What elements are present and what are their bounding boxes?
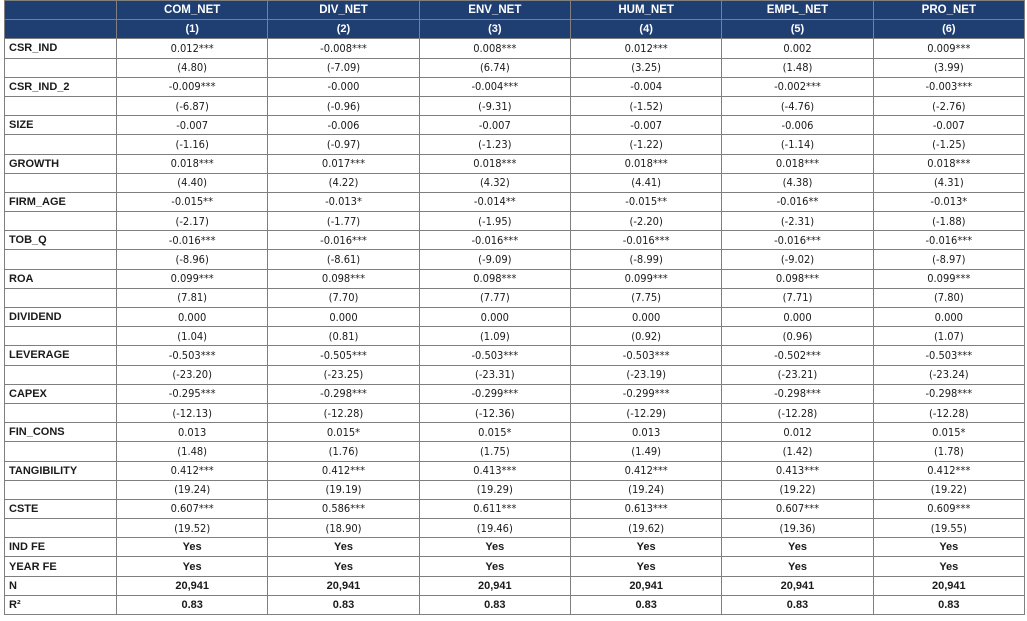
t-stat-cell: (-12.36) bbox=[419, 403, 570, 422]
coefficient-cell: -0.016*** bbox=[722, 231, 873, 250]
coefficient-cell: 0.609*** bbox=[873, 499, 1024, 518]
column-header: PRO_NET bbox=[873, 1, 1024, 20]
coefficient-cell: 0.012 bbox=[722, 423, 873, 442]
table-row bbox=[5, 269, 1025, 288]
t-stat-cell: (19.46) bbox=[419, 519, 570, 538]
t-stat-cell: (-8.61) bbox=[268, 250, 419, 269]
table-row bbox=[5, 135, 1025, 154]
table-row bbox=[5, 442, 1025, 461]
t-stat-cell: (-2.20) bbox=[570, 212, 721, 231]
t-stat-cell: (-2.31) bbox=[722, 212, 873, 231]
table-row bbox=[5, 519, 1025, 538]
column-number: (6) bbox=[873, 20, 1024, 39]
column-number: (5) bbox=[722, 20, 873, 39]
t-stat-cell: (4.80) bbox=[117, 58, 268, 77]
coefficient-cell: 0.000 bbox=[873, 308, 1024, 327]
summary-cell: 20,941 bbox=[419, 576, 570, 595]
summary-cell: 0.83 bbox=[722, 595, 873, 614]
table-row bbox=[5, 346, 1025, 365]
empty-label-cell bbox=[5, 96, 117, 115]
table-row bbox=[5, 96, 1025, 115]
corner-cell bbox=[5, 20, 117, 39]
table-row bbox=[5, 595, 1025, 614]
t-stat-cell: (1.75) bbox=[419, 442, 570, 461]
t-stat-cell: (19.24) bbox=[117, 480, 268, 499]
t-stat-cell: (-1.22) bbox=[570, 135, 721, 154]
coefficient-cell: 0.012*** bbox=[117, 39, 268, 58]
coefficient-cell: -0.299*** bbox=[570, 384, 721, 403]
coefficient-cell: 0.008*** bbox=[419, 39, 570, 58]
variable-name: DIVIDEND bbox=[5, 308, 117, 327]
coefficient-cell: -0.009*** bbox=[117, 77, 268, 96]
coefficient-cell: 0.013 bbox=[117, 423, 268, 442]
variable-name: LEVERAGE bbox=[5, 346, 117, 365]
coefficient-cell: 0.412*** bbox=[268, 461, 419, 480]
coefficient-cell: 0.018*** bbox=[419, 154, 570, 173]
table-row bbox=[5, 154, 1025, 173]
t-stat-cell: (-9.09) bbox=[419, 250, 570, 269]
coefficient-cell: 0.412*** bbox=[873, 461, 1024, 480]
t-stat-cell: (-8.99) bbox=[570, 250, 721, 269]
coefficient-cell: -0.007 bbox=[117, 116, 268, 135]
t-stat-cell: (-23.31) bbox=[419, 365, 570, 384]
coefficient-cell: 0.098*** bbox=[419, 269, 570, 288]
coefficient-cell: 0.607*** bbox=[117, 499, 268, 518]
t-stat-cell: (1.48) bbox=[117, 442, 268, 461]
t-stat-cell: (-7.09) bbox=[268, 58, 419, 77]
header-row-names bbox=[5, 1, 1025, 20]
summary-cell: 20,941 bbox=[268, 576, 419, 595]
t-stat-cell: (-1.77) bbox=[268, 212, 419, 231]
table-row bbox=[5, 173, 1025, 192]
coefficient-cell: -0.000 bbox=[268, 77, 419, 96]
t-stat-cell: (-1.16) bbox=[117, 135, 268, 154]
table-row bbox=[5, 39, 1025, 58]
empty-label-cell bbox=[5, 403, 117, 422]
t-stat-cell: (6.74) bbox=[419, 58, 570, 77]
coefficient-cell: 0.002 bbox=[722, 39, 873, 58]
table-row bbox=[5, 116, 1025, 135]
coefficient-cell: 0.018*** bbox=[722, 154, 873, 173]
column-header: COM_NET bbox=[117, 1, 268, 20]
t-stat-cell: (1.78) bbox=[873, 442, 1024, 461]
t-stat-cell: (1.07) bbox=[873, 327, 1024, 346]
variable-name: YEAR FE bbox=[5, 557, 117, 576]
t-stat-cell: (4.40) bbox=[117, 173, 268, 192]
summary-cell: 0.83 bbox=[117, 595, 268, 614]
coefficient-cell: -0.298*** bbox=[268, 384, 419, 403]
t-stat-cell: (-23.20) bbox=[117, 365, 268, 384]
t-stat-cell: (19.36) bbox=[722, 519, 873, 538]
coefficient-cell: -0.003*** bbox=[873, 77, 1024, 96]
coefficient-cell: -0.013* bbox=[268, 192, 419, 211]
variable-name: CSTE bbox=[5, 499, 117, 518]
coefficient-cell: 0.018*** bbox=[570, 154, 721, 173]
coefficient-cell: 0.015* bbox=[873, 423, 1024, 442]
t-stat-cell: (19.52) bbox=[117, 519, 268, 538]
t-stat-cell: (19.22) bbox=[722, 480, 873, 499]
summary-cell: 20,941 bbox=[722, 576, 873, 595]
summary-cell: 20,941 bbox=[117, 576, 268, 595]
t-stat-cell: (-4.76) bbox=[722, 96, 873, 115]
t-stat-cell: (7.70) bbox=[268, 288, 419, 307]
coefficient-cell: 0.009*** bbox=[873, 39, 1024, 58]
coefficient-cell: 0.018*** bbox=[117, 154, 268, 173]
summary-cell: Yes bbox=[873, 557, 1024, 576]
t-stat-cell: (-1.88) bbox=[873, 212, 1024, 231]
coefficient-cell: 0.000 bbox=[722, 308, 873, 327]
coefficient-cell: -0.016*** bbox=[268, 231, 419, 250]
coefficient-cell: 0.607*** bbox=[722, 499, 873, 518]
table-row bbox=[5, 308, 1025, 327]
t-stat-cell: (0.92) bbox=[570, 327, 721, 346]
summary-cell: Yes bbox=[268, 557, 419, 576]
table-row bbox=[5, 250, 1025, 269]
t-stat-cell: (7.75) bbox=[570, 288, 721, 307]
coefficient-cell: 0.018*** bbox=[873, 154, 1024, 173]
t-stat-cell: (-0.96) bbox=[268, 96, 419, 115]
t-stat-cell: (3.99) bbox=[873, 58, 1024, 77]
coefficient-cell: 0.613*** bbox=[570, 499, 721, 518]
column-header: ENV_NET bbox=[419, 1, 570, 20]
t-stat-cell: (-0.97) bbox=[268, 135, 419, 154]
table-row bbox=[5, 576, 1025, 595]
variable-name: TANGIBILITY bbox=[5, 461, 117, 480]
summary-cell: Yes bbox=[570, 538, 721, 557]
coefficient-cell: 0.000 bbox=[419, 308, 570, 327]
t-stat-cell: (-12.13) bbox=[117, 403, 268, 422]
coefficient-cell: 0.611*** bbox=[419, 499, 570, 518]
variable-name: R² bbox=[5, 595, 117, 614]
table-row bbox=[5, 212, 1025, 231]
coefficient-cell: 0.413*** bbox=[722, 461, 873, 480]
t-stat-cell: (19.62) bbox=[570, 519, 721, 538]
t-stat-cell: (-12.29) bbox=[570, 403, 721, 422]
table-row bbox=[5, 480, 1025, 499]
t-stat-cell: (-1.95) bbox=[419, 212, 570, 231]
column-number: (4) bbox=[570, 20, 721, 39]
t-stat-cell: (1.04) bbox=[117, 327, 268, 346]
table-row bbox=[5, 384, 1025, 403]
table-header bbox=[5, 1, 1025, 39]
coefficient-cell: -0.016*** bbox=[570, 231, 721, 250]
t-stat-cell: (4.38) bbox=[722, 173, 873, 192]
coefficient-cell: -0.007 bbox=[570, 116, 721, 135]
column-number: (3) bbox=[419, 20, 570, 39]
t-stat-cell: (-23.21) bbox=[722, 365, 873, 384]
t-stat-cell: (7.81) bbox=[117, 288, 268, 307]
table-row bbox=[5, 231, 1025, 250]
variable-name: FIRM_AGE bbox=[5, 192, 117, 211]
t-stat-cell: (4.22) bbox=[268, 173, 419, 192]
table-row bbox=[5, 423, 1025, 442]
table-body bbox=[5, 39, 1025, 615]
table-row bbox=[5, 557, 1025, 576]
t-stat-cell: (7.71) bbox=[722, 288, 873, 307]
coefficient-cell: -0.016*** bbox=[117, 231, 268, 250]
empty-label-cell bbox=[5, 480, 117, 499]
variable-name: TOB_Q bbox=[5, 231, 117, 250]
t-stat-cell: (4.31) bbox=[873, 173, 1024, 192]
empty-label-cell bbox=[5, 212, 117, 231]
coefficient-cell: -0.015** bbox=[117, 192, 268, 211]
t-stat-cell: (1.49) bbox=[570, 442, 721, 461]
t-stat-cell: (19.55) bbox=[873, 519, 1024, 538]
summary-cell: 20,941 bbox=[873, 576, 1024, 595]
t-stat-cell: (1.09) bbox=[419, 327, 570, 346]
t-stat-cell: (19.24) bbox=[570, 480, 721, 499]
coefficient-cell: 0.412*** bbox=[117, 461, 268, 480]
variable-name: CSR_IND bbox=[5, 39, 117, 58]
table-row bbox=[5, 288, 1025, 307]
coefficient-cell: -0.002*** bbox=[722, 77, 873, 96]
empty-label-cell bbox=[5, 58, 117, 77]
summary-cell: 0.83 bbox=[570, 595, 721, 614]
summary-cell: 20,941 bbox=[570, 576, 721, 595]
table-row bbox=[5, 327, 1025, 346]
coefficient-cell: -0.503*** bbox=[873, 346, 1024, 365]
t-stat-cell: (-1.23) bbox=[419, 135, 570, 154]
t-stat-cell: (3.25) bbox=[570, 58, 721, 77]
variable-name: SIZE bbox=[5, 116, 117, 135]
empty-label-cell bbox=[5, 135, 117, 154]
coefficient-cell: 0.099*** bbox=[117, 269, 268, 288]
empty-label-cell bbox=[5, 442, 117, 461]
variable-name: GROWTH bbox=[5, 154, 117, 173]
coefficient-cell: -0.298*** bbox=[722, 384, 873, 403]
coefficient-cell: -0.008*** bbox=[268, 39, 419, 58]
t-stat-cell: (-9.02) bbox=[722, 250, 873, 269]
variable-name: CSR_IND_2 bbox=[5, 77, 117, 96]
column-header: EMPL_NET bbox=[722, 1, 873, 20]
column-number: (2) bbox=[268, 20, 419, 39]
table-row bbox=[5, 461, 1025, 480]
coefficient-cell: -0.503*** bbox=[570, 346, 721, 365]
coefficient-cell: -0.013* bbox=[873, 192, 1024, 211]
t-stat-cell: (7.80) bbox=[873, 288, 1024, 307]
summary-cell: Yes bbox=[570, 557, 721, 576]
coefficient-cell: -0.007 bbox=[419, 116, 570, 135]
table-row bbox=[5, 192, 1025, 211]
coefficient-cell: 0.098*** bbox=[722, 269, 873, 288]
coefficient-cell: 0.013 bbox=[570, 423, 721, 442]
coefficient-cell: 0.099*** bbox=[873, 269, 1024, 288]
t-stat-cell: (-1.52) bbox=[570, 96, 721, 115]
t-stat-cell: (19.22) bbox=[873, 480, 1024, 499]
coefficient-cell: 0.000 bbox=[570, 308, 721, 327]
summary-cell: 0.83 bbox=[873, 595, 1024, 614]
coefficient-cell: -0.299*** bbox=[419, 384, 570, 403]
coefficient-cell: -0.006 bbox=[268, 116, 419, 135]
corner-cell bbox=[5, 1, 117, 20]
coefficient-cell: -0.006 bbox=[722, 116, 873, 135]
t-stat-cell: (-6.87) bbox=[117, 96, 268, 115]
t-stat-cell: (19.19) bbox=[268, 480, 419, 499]
t-stat-cell: (-1.14) bbox=[722, 135, 873, 154]
empty-label-cell bbox=[5, 288, 117, 307]
coefficient-cell: -0.007 bbox=[873, 116, 1024, 135]
t-stat-cell: (-12.28) bbox=[268, 403, 419, 422]
summary-cell: 0.83 bbox=[419, 595, 570, 614]
summary-cell: 0.83 bbox=[268, 595, 419, 614]
coefficient-cell: 0.098*** bbox=[268, 269, 419, 288]
coefficient-cell: -0.016*** bbox=[873, 231, 1024, 250]
t-stat-cell: (0.81) bbox=[268, 327, 419, 346]
empty-label-cell bbox=[5, 327, 117, 346]
coefficient-cell: -0.004*** bbox=[419, 77, 570, 96]
coefficient-cell: 0.017*** bbox=[268, 154, 419, 173]
coefficient-cell: 0.099*** bbox=[570, 269, 721, 288]
summary-cell: Yes bbox=[722, 538, 873, 557]
column-header: HUM_NET bbox=[570, 1, 721, 20]
t-stat-cell: (-9.31) bbox=[419, 96, 570, 115]
empty-label-cell bbox=[5, 365, 117, 384]
t-stat-cell: (-23.25) bbox=[268, 365, 419, 384]
table-row bbox=[5, 403, 1025, 422]
t-stat-cell: (-12.28) bbox=[722, 403, 873, 422]
t-stat-cell: (0.96) bbox=[722, 327, 873, 346]
t-stat-cell: (-8.97) bbox=[873, 250, 1024, 269]
coefficient-cell: -0.016** bbox=[722, 192, 873, 211]
coefficient-cell: -0.298*** bbox=[873, 384, 1024, 403]
t-stat-cell: (-23.24) bbox=[873, 365, 1024, 384]
coefficient-cell: 0.586*** bbox=[268, 499, 419, 518]
coefficient-cell: -0.503*** bbox=[117, 346, 268, 365]
t-stat-cell: (-1.25) bbox=[873, 135, 1024, 154]
table-row bbox=[5, 538, 1025, 557]
column-header: DIV_NET bbox=[268, 1, 419, 20]
header-row-numbers bbox=[5, 20, 1025, 39]
table-row bbox=[5, 499, 1025, 518]
t-stat-cell: (-23.19) bbox=[570, 365, 721, 384]
coefficient-cell: -0.505*** bbox=[268, 346, 419, 365]
t-stat-cell: (19.29) bbox=[419, 480, 570, 499]
variable-name: IND FE bbox=[5, 538, 117, 557]
t-stat-cell: (18.90) bbox=[268, 519, 419, 538]
coefficient-cell: -0.004 bbox=[570, 77, 721, 96]
summary-cell: Yes bbox=[419, 538, 570, 557]
summary-cell: Yes bbox=[419, 557, 570, 576]
coefficient-cell: 0.015* bbox=[268, 423, 419, 442]
coefficient-cell: 0.413*** bbox=[419, 461, 570, 480]
coefficient-cell: 0.000 bbox=[268, 308, 419, 327]
coefficient-cell: 0.412*** bbox=[570, 461, 721, 480]
table-row bbox=[5, 77, 1025, 96]
t-stat-cell: (-2.17) bbox=[117, 212, 268, 231]
t-stat-cell: (-2.76) bbox=[873, 96, 1024, 115]
empty-label-cell bbox=[5, 250, 117, 269]
variable-name: ROA bbox=[5, 269, 117, 288]
summary-cell: Yes bbox=[117, 538, 268, 557]
regression-table bbox=[4, 0, 1025, 615]
column-number: (1) bbox=[117, 20, 268, 39]
t-stat-cell: (7.77) bbox=[419, 288, 570, 307]
coefficient-cell: -0.016*** bbox=[419, 231, 570, 250]
summary-cell: Yes bbox=[117, 557, 268, 576]
empty-label-cell bbox=[5, 519, 117, 538]
t-stat-cell: (-12.28) bbox=[873, 403, 1024, 422]
summary-cell: Yes bbox=[268, 538, 419, 557]
empty-label-cell bbox=[5, 173, 117, 192]
variable-name: FIN_CONS bbox=[5, 423, 117, 442]
summary-cell: Yes bbox=[722, 557, 873, 576]
coefficient-cell: 0.015* bbox=[419, 423, 570, 442]
coefficient-cell: -0.503*** bbox=[419, 346, 570, 365]
coefficient-cell: -0.015** bbox=[570, 192, 721, 211]
t-stat-cell: (1.76) bbox=[268, 442, 419, 461]
t-stat-cell: (-8.96) bbox=[117, 250, 268, 269]
t-stat-cell: (4.41) bbox=[570, 173, 721, 192]
coefficient-cell: -0.295*** bbox=[117, 384, 268, 403]
variable-name: CAPEX bbox=[5, 384, 117, 403]
table-row bbox=[5, 365, 1025, 384]
summary-cell: Yes bbox=[873, 538, 1024, 557]
coefficient-cell: -0.014** bbox=[419, 192, 570, 211]
coefficient-cell: 0.000 bbox=[117, 308, 268, 327]
coefficient-cell: 0.012*** bbox=[570, 39, 721, 58]
variable-name: N bbox=[5, 576, 117, 595]
t-stat-cell: (1.48) bbox=[722, 58, 873, 77]
t-stat-cell: (4.32) bbox=[419, 173, 570, 192]
t-stat-cell: (1.42) bbox=[722, 442, 873, 461]
table-row bbox=[5, 58, 1025, 77]
coefficient-cell: -0.502*** bbox=[722, 346, 873, 365]
